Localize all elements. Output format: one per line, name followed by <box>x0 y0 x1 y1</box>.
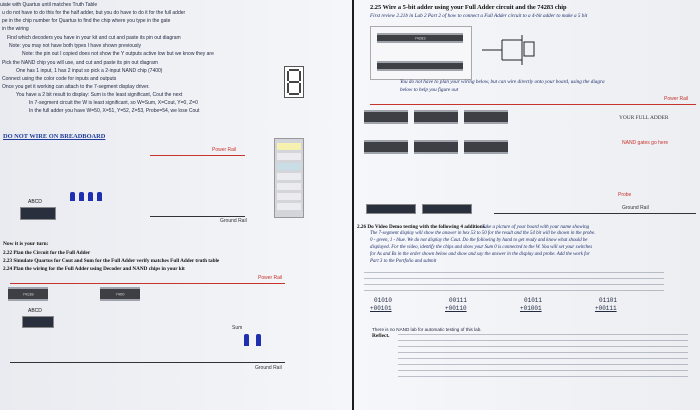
ground-rail-label-top: Ground Rail <box>220 218 247 224</box>
instruction-line: Note: the pin out I copied does not show the Y outputs active low but we know they are <box>22 51 214 57</box>
demo-text-line: The 7-segment display will show the answer in hex 53 to 50 for the result and the 54 bit will be shown in the probe. <box>370 231 596 236</box>
chip-slot-5 <box>414 140 458 154</box>
chip-74138-label: 74138 <box>22 291 34 297</box>
ground-rail-line-top <box>150 216 245 217</box>
reflect-intro: There is no NAND lab for automatic testing of this lab. <box>372 327 482 332</box>
nand-gates-label: NAND gates go here <box>622 140 669 146</box>
plan-note-line-1: You do not have to plan your wiring below, but can wire directly onto your board, using the diagra <box>400 79 605 85</box>
section-2-26-title: 2.26 Do Video Demo testing with the following 4 additions. <box>357 224 486 230</box>
chip-row-bottom <box>377 61 463 71</box>
seven-segment-diagram <box>284 66 304 98</box>
instruction-line: In 7-segment circuit the W is least significant, so W=Sum, X=Cout, Y=0, Z=0 <box>29 100 198 106</box>
instruction-line: pe in the chip number for Quartus to find the chip where you type in the gate <box>2 18 171 24</box>
addend-top: 00111 <box>449 297 468 304</box>
instruction-line: You have a 2 bit result to display: Sum is the least significant, Cout the next <box>16 92 183 98</box>
addend-top: 01101 <box>599 297 618 304</box>
instruction-line: Once you get it working can attach to the 7-segment display driver. <box>2 84 150 90</box>
plan-note-line-2: below to help you figure out <box>400 87 459 93</box>
chip-slot-4 <box>364 140 408 154</box>
addend-bottom: +01001 <box>520 305 542 312</box>
wiring-schematic <box>480 30 540 70</box>
led-indicators-top <box>70 192 190 212</box>
input-switch-bank[interactable] <box>20 199 56 220</box>
instruction-line: Note: you may not have both types I have shown previously <box>9 43 142 49</box>
power-rail-label-bottom: Power Rail <box>258 275 283 281</box>
power-rail-line-top <box>150 155 245 156</box>
sum-label: Sum <box>232 325 243 331</box>
instruction-line: u do not have to do this for the half adder, but you do have to do it for the full adder <box>2 10 186 16</box>
power-rail-line-bottom <box>10 283 285 284</box>
section-2-25-subtitle: First review 2.21b in Lab 2 Part 2 of how to connect a Full Adder circuit to a 4-bit adder to make a 5 bit <box>370 13 588 19</box>
led-indicators-bottom <box>244 334 284 354</box>
right-power-rail-label: Power Rail <box>664 96 689 102</box>
chip-74138 <box>8 287 48 301</box>
reflect-heading: Reflect. <box>372 333 390 339</box>
power-rail-label-top: Power Rail <box>212 147 237 153</box>
breadboard-diagram-top <box>370 26 472 80</box>
instruction-line: Connect using the color code for inputs and outputs <box>2 76 117 82</box>
demo-text-line: 0 - green, 1 - blue. We do not display the Cout. Do the following by hand to get ready and know what should be <box>370 238 588 243</box>
reflect-text-area[interactable] <box>398 334 688 378</box>
do-not-wire-heading: DO NOT WIRE ON BREADBOARD <box>3 133 106 140</box>
now-your-turn-heading: Now it is your turn: <box>3 241 49 247</box>
instruction-line: in the wiring <box>2 26 29 32</box>
chip-74283 <box>377 33 463 43</box>
abcd-label-top: ABCD <box>28 199 42 205</box>
additions-grid-background <box>364 272 664 292</box>
switch-bank-a[interactable] <box>366 204 416 214</box>
chip-slot-2 <box>414 110 458 124</box>
instruction-line: Find which decoders you have in your kit and cut and paste its pin out diagram <box>7 35 181 41</box>
chip-74283-label: 74283 <box>414 35 426 41</box>
ground-rail-line-bottom <box>10 362 285 363</box>
task-2-23: 2.23 Simulate Quartus for Cout and Sum for the Full Adder verify matches Full Adder truth table <box>3 258 220 264</box>
chip-7400-label: 7400 <box>115 291 125 297</box>
chip-slot-3 <box>464 110 508 124</box>
ground-rail-label-bottom: Ground Rail <box>255 365 282 371</box>
right-ground-rail-label: Ground Rail <box>622 205 649 211</box>
right-document-page <box>354 0 700 410</box>
instruction-line: One has 1 input, 1 has 2 input so pick a 2-input NAND chip (7400) <box>16 68 163 74</box>
demo-text-line: for As and Bs in the order shown below and show and say the answer in the display and probe. Add the work for <box>370 252 590 257</box>
demo-text-line: displayed. For the video, identify the chips and show your Sum 0 is connected to the W. You will set your switches <box>370 245 593 250</box>
task-2-22: 2.22 Plan the Circuit for the Full Adder <box>3 250 91 256</box>
addend-bottom: +00111 <box>595 305 617 312</box>
demo-text-line: Part 3 to the Portfolio and submit <box>370 259 437 264</box>
chip-7400 <box>100 287 140 301</box>
switch-bank-b[interactable] <box>422 204 472 214</box>
addend-top: 01010 <box>374 297 393 304</box>
instruction-line: In the full adder you have W=50, X=51, Y=52, Z=53, Probe=54, we lose Cout <box>29 108 200 114</box>
addend-bottom: +00110 <box>445 305 467 312</box>
chip-slot-1 <box>364 110 408 124</box>
abcd-label-bottom: ABCD <box>28 308 42 314</box>
instruction-line: Pick the NAND chip you will use, and cut and paste its pin out diagram <box>2 60 158 66</box>
section-2-25-title: 2.25 Wire a 5-bit adder using your Full Adder circuit and the 74283 chip <box>370 4 567 11</box>
input-switch-bank-bottom[interactable] <box>22 308 54 328</box>
chip-slot-6 <box>464 140 508 154</box>
decoder-pinout-panel <box>274 138 304 218</box>
right-ground-rail-line <box>494 213 696 214</box>
instruction-line: uiate with Quartus until matches Truth Table <box>0 2 98 8</box>
demo-text-line-1: Take a picture of your board with your name showing <box>482 225 590 230</box>
task-2-24: 2.24 Plan the wiring for the Full Adder using Decoder and NAND chips in your kit <box>3 266 185 272</box>
probe-label: Probe <box>618 192 632 198</box>
your-full-adder-label: YOUR FULL ADDER <box>619 115 669 121</box>
addend-top: 01011 <box>524 297 543 304</box>
right-power-rail-line <box>370 104 696 105</box>
addend-bottom: +00101 <box>370 305 392 312</box>
